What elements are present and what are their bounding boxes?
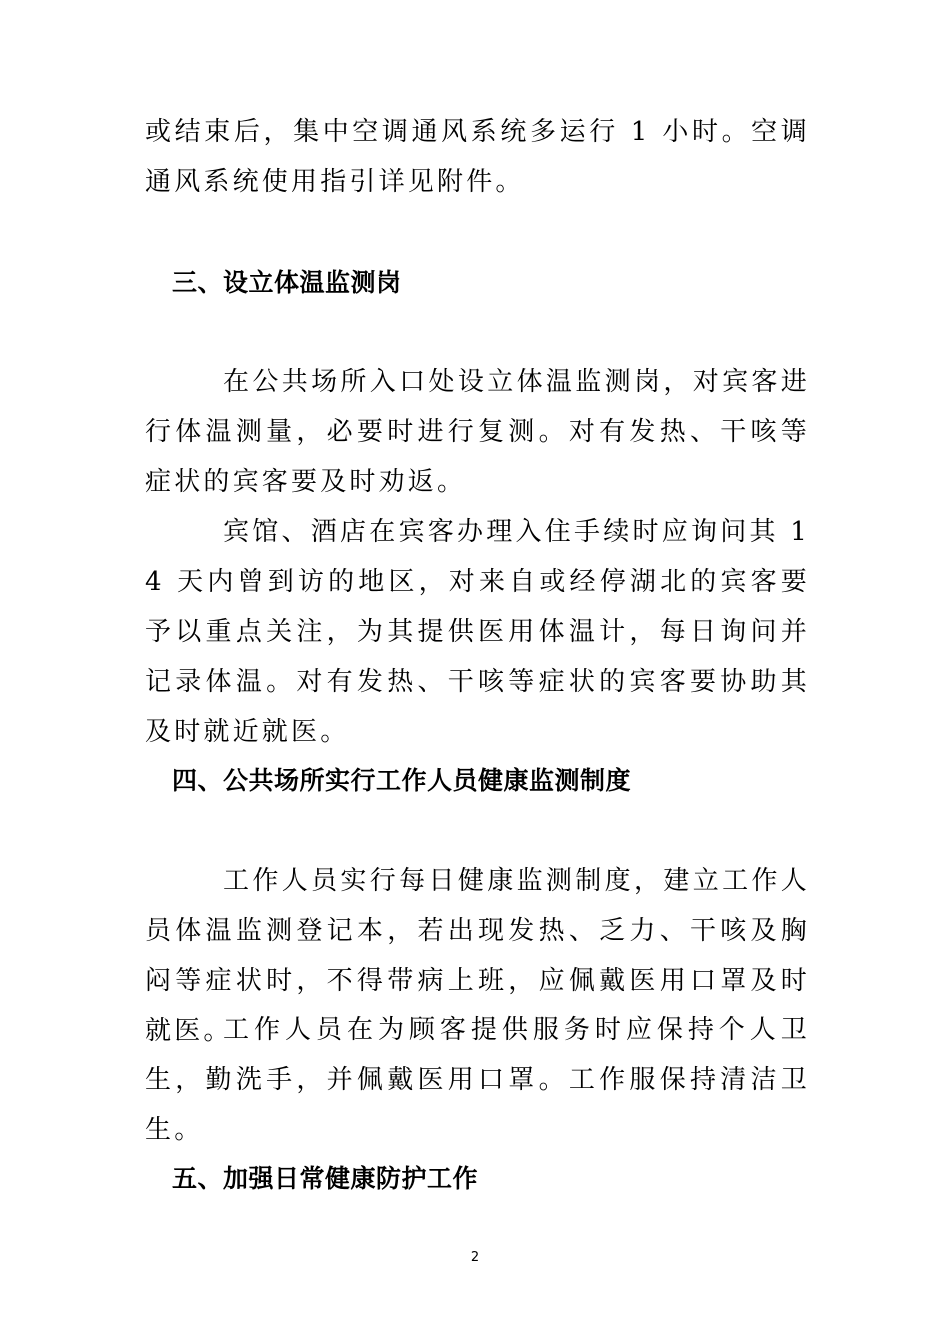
section-4-paragraph-1: 工作人员实行每日健康监测制度，建立工作人员体温监测登记本，若出现发热、乏力、干咳及胸闷等症状时，不得带病上班，应佩戴医用口罩及时就医。 — [145, 866, 810, 1046]
section-heading-5: 五、加强日常健康防护工作 — [172, 1164, 479, 1193]
page-number: 2 — [470, 1250, 480, 1265]
section-3-paragraph-2: 宾馆、酒店在宾客办理入住手续时应询问其 14 天内曾到访的地区，对来自或经停湖北的宾客要予以重点关注，为其提供医用体温计，每日询问并记录体温。对有发热、干咳等症状的宾客要协助其及时就近就医。 — [145, 517, 810, 747]
section-heading-4: 四、公共场所实行工作人员健康监测制度 — [172, 766, 632, 795]
section-4-paragraph-2: 工作人员在为顾客提供服务时应保持个人卫生，勤洗手，并佩戴医用口罩。工作服保持清洁卫生。 — [145, 1015, 810, 1145]
section-3-paragraph-1: 在公共场所入口处设立体温监测岗，对宾客进行体温测量，必要时进行复测。对有发热、干咳等症状的宾客要及时劝返。 — [145, 367, 810, 497]
section-heading-3: 三、设立体温监测岗 — [172, 268, 402, 297]
continuation-paragraph: 或结束后，集中空调通风系统多运行 1 小时。空调通风系统使用指引详见附件。 — [145, 117, 810, 197]
